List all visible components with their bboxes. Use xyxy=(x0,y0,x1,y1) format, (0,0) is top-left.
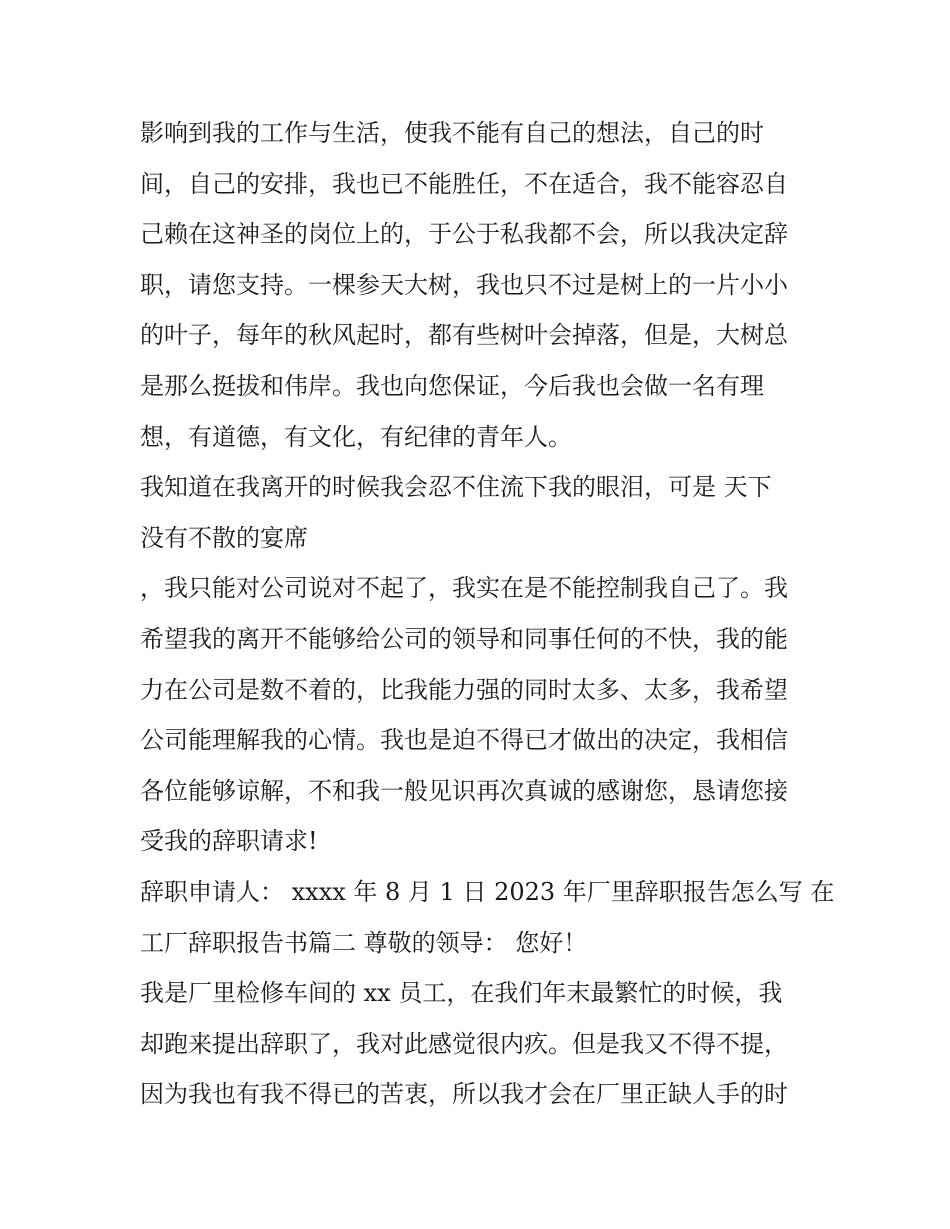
text-line: 影响到我的工作与生活，使我不能有自己的想法，自己的时 xyxy=(140,119,764,147)
heading-line: 工厂辞职报告书篇二 尊敬的领导： 您好！ xyxy=(140,928,588,957)
signature-line: 辞职申请人： xxxx 年 8 月 1 日 2023 年厂里辞职报告怎么写 在 xyxy=(140,877,835,906)
document-body xyxy=(140,108,835,1120)
text-line: 各位能够谅解，不和我一般见识再次真诚的感谢您，恳请您接 xyxy=(140,776,788,805)
text-line: 却跑来提出辞职了，我对此感觉很内疚。但是我又不得不提， xyxy=(140,1029,788,1058)
text-line: 己赖在这神圣的岗位上的，于公于私我都不会，所以我决定辞 xyxy=(140,220,788,249)
text-line: 职，请您支持。一棵参天大树，我也只不过是树上的一片小小 xyxy=(140,270,788,299)
text-line: 希望我的离开不能够给公司的领导和同事任何的不快，我的能 xyxy=(140,624,788,653)
text-line: 是那么挺拔和伟岸。我也向您保证，今后我也会做一名有理 xyxy=(140,371,764,400)
text-line: 的叶子，每年的秋风起时，都有些树叶会掉落，但是，大树总 xyxy=(140,321,788,350)
text-line: 间，自己的安排，我也已不能胜任，不在适合，我不能容忍自 xyxy=(140,169,788,198)
text-line: 力在公司是数不着的，比我能力强的同时太多、太多，我希望 xyxy=(140,675,788,704)
text-line: 因为我也有我不得已的苦衷，所以我才会在厂里正缺人手的时 xyxy=(140,1080,788,1109)
text-line: ，我只能对公司说对不起了，我实在是不能控制我自己了。我 xyxy=(140,574,788,603)
text-line: 受我的辞职请求! xyxy=(140,827,318,856)
text-line: 我是厂里检修车间的 xx 员工，在我们年末最繁忙的时候，我 xyxy=(140,979,783,1008)
text-line: 我知道在我离开的时候我会忍不住流下我的眼泪，可是 天下 xyxy=(140,473,772,502)
text-line: 没有不散的宴席 xyxy=(140,523,308,552)
text-line: 公司能理解我的心情。我也是迫不得已才做出的决定，我相信 xyxy=(140,726,788,755)
text-line: 想，有道德，有文化，有纪律的青年人。 xyxy=(140,422,572,451)
